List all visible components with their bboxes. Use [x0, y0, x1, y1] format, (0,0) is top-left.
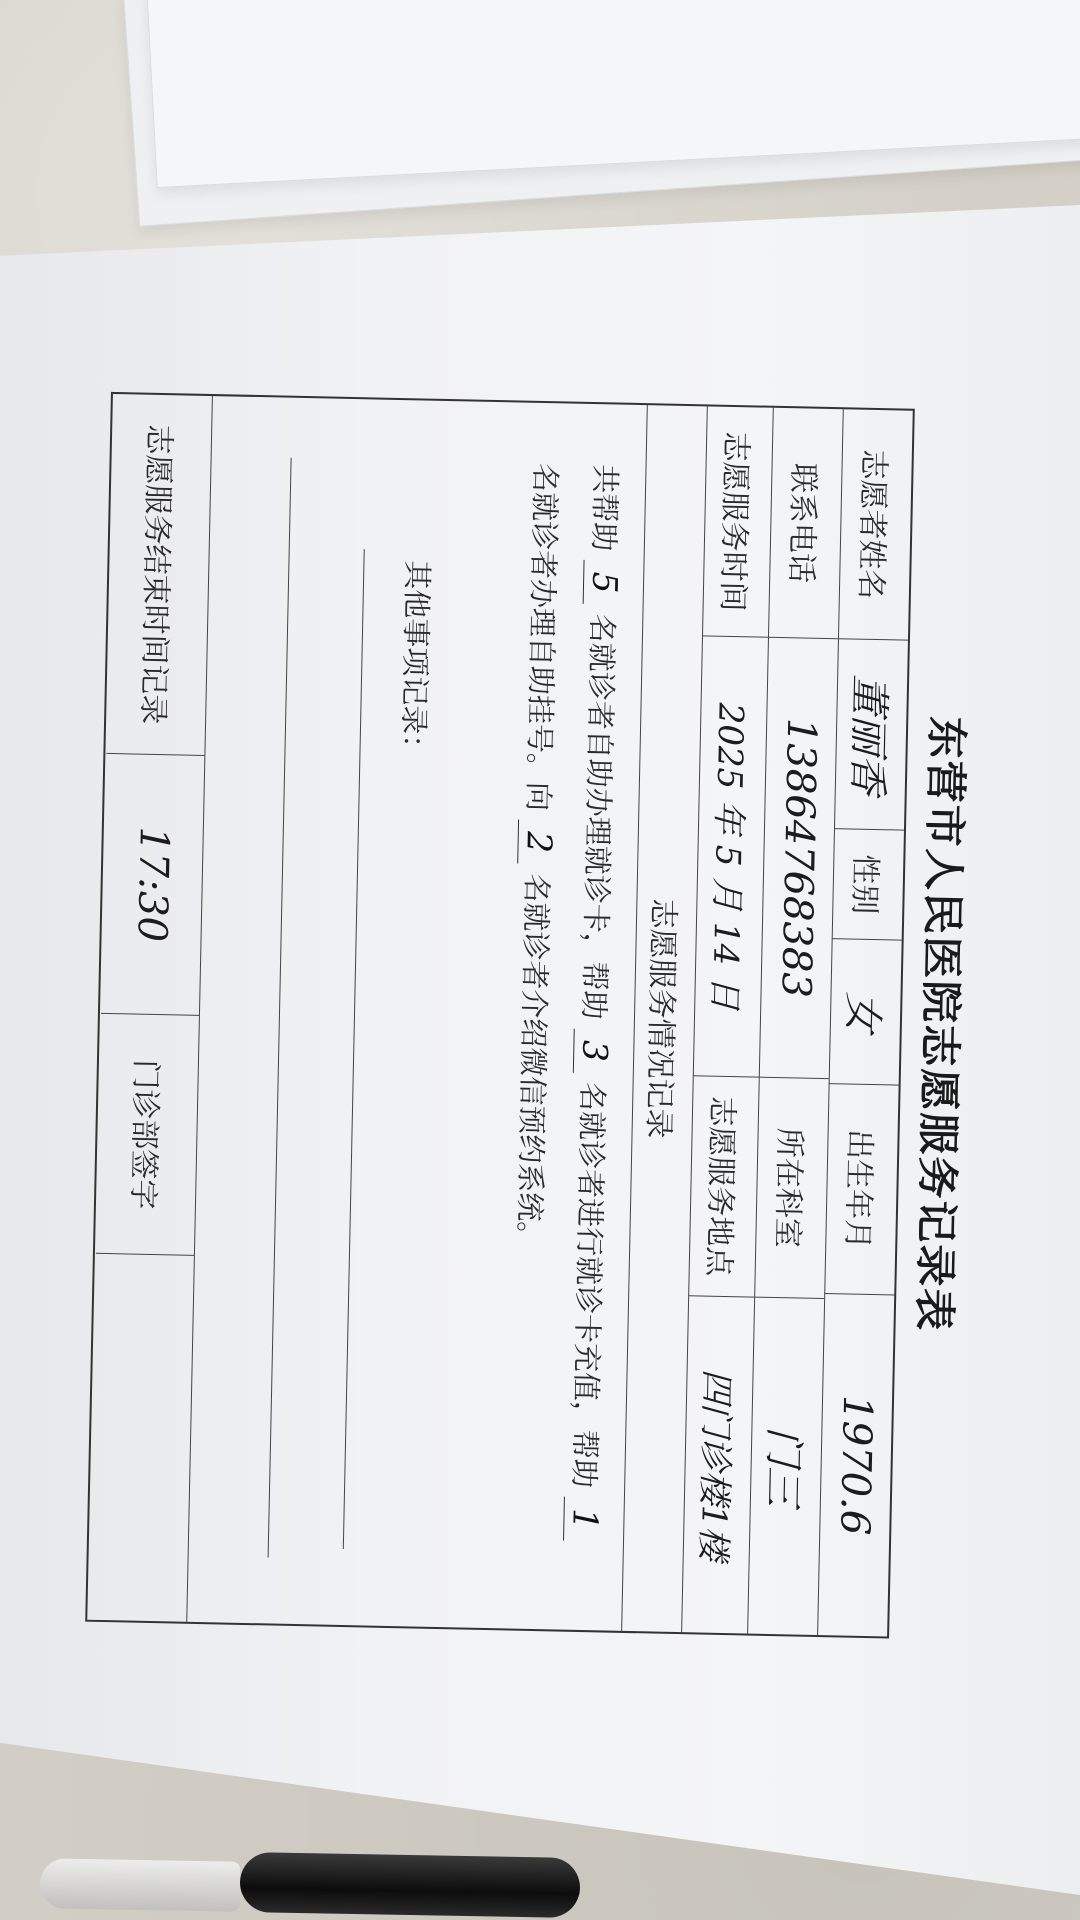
end-time-value: 17:30: [101, 754, 204, 1016]
other-matters-line-2: [268, 458, 292, 1558]
dept-label: 所在科室: [754, 1078, 829, 1299]
phone-label: 联系电话: [768, 408, 843, 639]
narrative-text-2: 名就诊者自助办理就诊卡，帮助: [576, 613, 620, 1020]
service-place-label: 志愿服务地点: [688, 1076, 759, 1297]
narrative-text-5: 名就诊者介绍微信预约系统。: [512, 873, 554, 1251]
form-title: 东营市人民医院志愿服务记录表: [909, 715, 972, 1333]
phone-value: 13864768383: [759, 638, 838, 1079]
name-label: 志愿者姓名: [838, 409, 913, 640]
bottom-row: [87, 394, 213, 1622]
narrative-count-4: 2: [517, 820, 559, 865]
narrative-count-2: 3: [573, 1028, 615, 1073]
name-value: 董丽香: [834, 639, 908, 830]
pen-tip: [40, 1858, 241, 1911]
signature-value: [88, 1254, 194, 1622]
birth-label: 出生年月: [824, 1084, 898, 1295]
narrative-text-3: 名就诊者进行就诊卡充值，帮助: [567, 1081, 610, 1489]
gender-value: 女: [829, 939, 902, 1085]
signature-label: 门诊部签字: [96, 1014, 199, 1256]
narrative-count-3: 1: [563, 1497, 605, 1542]
narrative-count-1: 5: [583, 560, 625, 605]
volunteer-record-form: [85, 392, 991, 1640]
narrative-text-4: 名就诊者办理自助挂号。向: [521, 462, 563, 812]
dept-value: 门三: [747, 1298, 824, 1635]
service-time-label: 志愿服务时间: [702, 406, 773, 637]
service-narrative: [492, 462, 635, 1574]
narrative-text-1: 共帮助: [586, 463, 623, 552]
service-time-value: 2025 年 5 月 14 日: [693, 636, 768, 1077]
pen-body: [240, 1852, 581, 1918]
form-grid: [85, 392, 915, 1639]
end-time-label: 志愿服务结束时间记录: [106, 394, 212, 756]
service-place-value: 四门诊楼1楼: [681, 1296, 754, 1633]
section-title: 志愿服务情况记录: [621, 405, 707, 1632]
other-matters-label: 其他事项记录：: [396, 560, 435, 764]
other-matters-line-1: [343, 549, 365, 1549]
birth-value: 1970.6: [817, 1294, 894, 1636]
gender-label: 性别: [832, 829, 904, 940]
